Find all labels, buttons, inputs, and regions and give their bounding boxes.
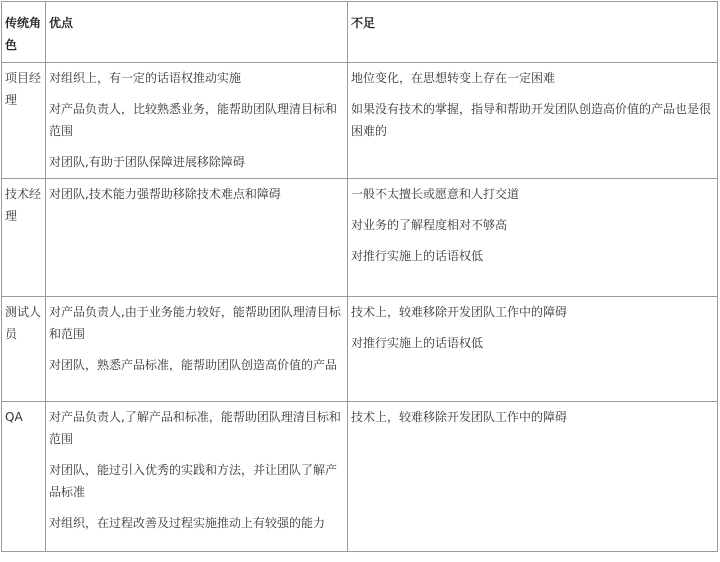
header-row <box>2 2 718 63</box>
table-row-tester <box>2 297 718 402</box>
cons-item: 技术上，较难移除开发团队工作中的障碍 <box>351 410 568 424</box>
pros-item: 对组织，在过程改善及过程实施推动上有较强的能力 <box>49 516 326 530</box>
cons-item: 技术上，较难移除开发团队工作中的障碍 <box>351 305 568 319</box>
header-cons: 不足 <box>348 2 718 63</box>
pros-cell <box>46 297 348 402</box>
roles-comparison-table <box>1 1 718 552</box>
pros-item: 对产品负责人，比较熟悉业务，能帮助团队理清目标和范围 <box>49 102 338 138</box>
pros-item: 对团队,技术能力强帮助移除技术难点和障碍 <box>49 187 281 201</box>
cons-cell <box>348 297 718 402</box>
pros-item: 对产品负责人,了解产品和标准，能帮助团队理清目标和范围 <box>49 410 341 446</box>
role-cell: QA <box>2 402 46 552</box>
table-row-tech-manager <box>2 179 718 297</box>
pros-item: 对团队，熟悉产品标准，能帮助团队创造高价值的产品 <box>49 358 338 372</box>
cons-item: 对推行实施上的话语权低 <box>351 336 484 350</box>
table-row-project-manager <box>2 63 718 179</box>
header-pros: 优点 <box>46 2 348 63</box>
cons-item: 对推行实施上的话语权低 <box>351 249 484 263</box>
header-role: 传统角色 <box>2 2 46 63</box>
role-cell: 项目经理 <box>2 63 46 179</box>
pros-item: 对组织上，有一定的话语权推动实施 <box>49 71 242 85</box>
cons-cell <box>348 402 718 552</box>
cons-item: 地位变化，在思想转变上存在一定困难 <box>351 71 556 85</box>
pros-cell <box>46 179 348 297</box>
pros-cell <box>46 63 348 179</box>
cons-cell <box>348 63 718 179</box>
cons-cell <box>348 179 718 297</box>
cons-item: 对业务的了解程度相对不够高 <box>351 218 508 232</box>
pros-item: 对团队,有助于团队保障进展移除障碍 <box>49 155 245 169</box>
cons-item: 如果没有技术的掌握，指导和帮助开发团队创造高价值的产品也是很困难的 <box>351 102 712 138</box>
role-cell: 测试人员 <box>2 297 46 402</box>
table-row-qa <box>2 402 718 552</box>
role-cell: 技术经理 <box>2 179 46 297</box>
pros-item: 对团队，能过引入优秀的实践和方法，并让团队了解产品标准 <box>49 463 338 499</box>
cons-item: 一般不太擅长或愿意和人打交道 <box>351 187 520 201</box>
pros-cell <box>46 402 348 552</box>
pros-item: 对产品负责人,由于业务能力较好，能帮助团队理清目标和范围 <box>49 305 341 341</box>
